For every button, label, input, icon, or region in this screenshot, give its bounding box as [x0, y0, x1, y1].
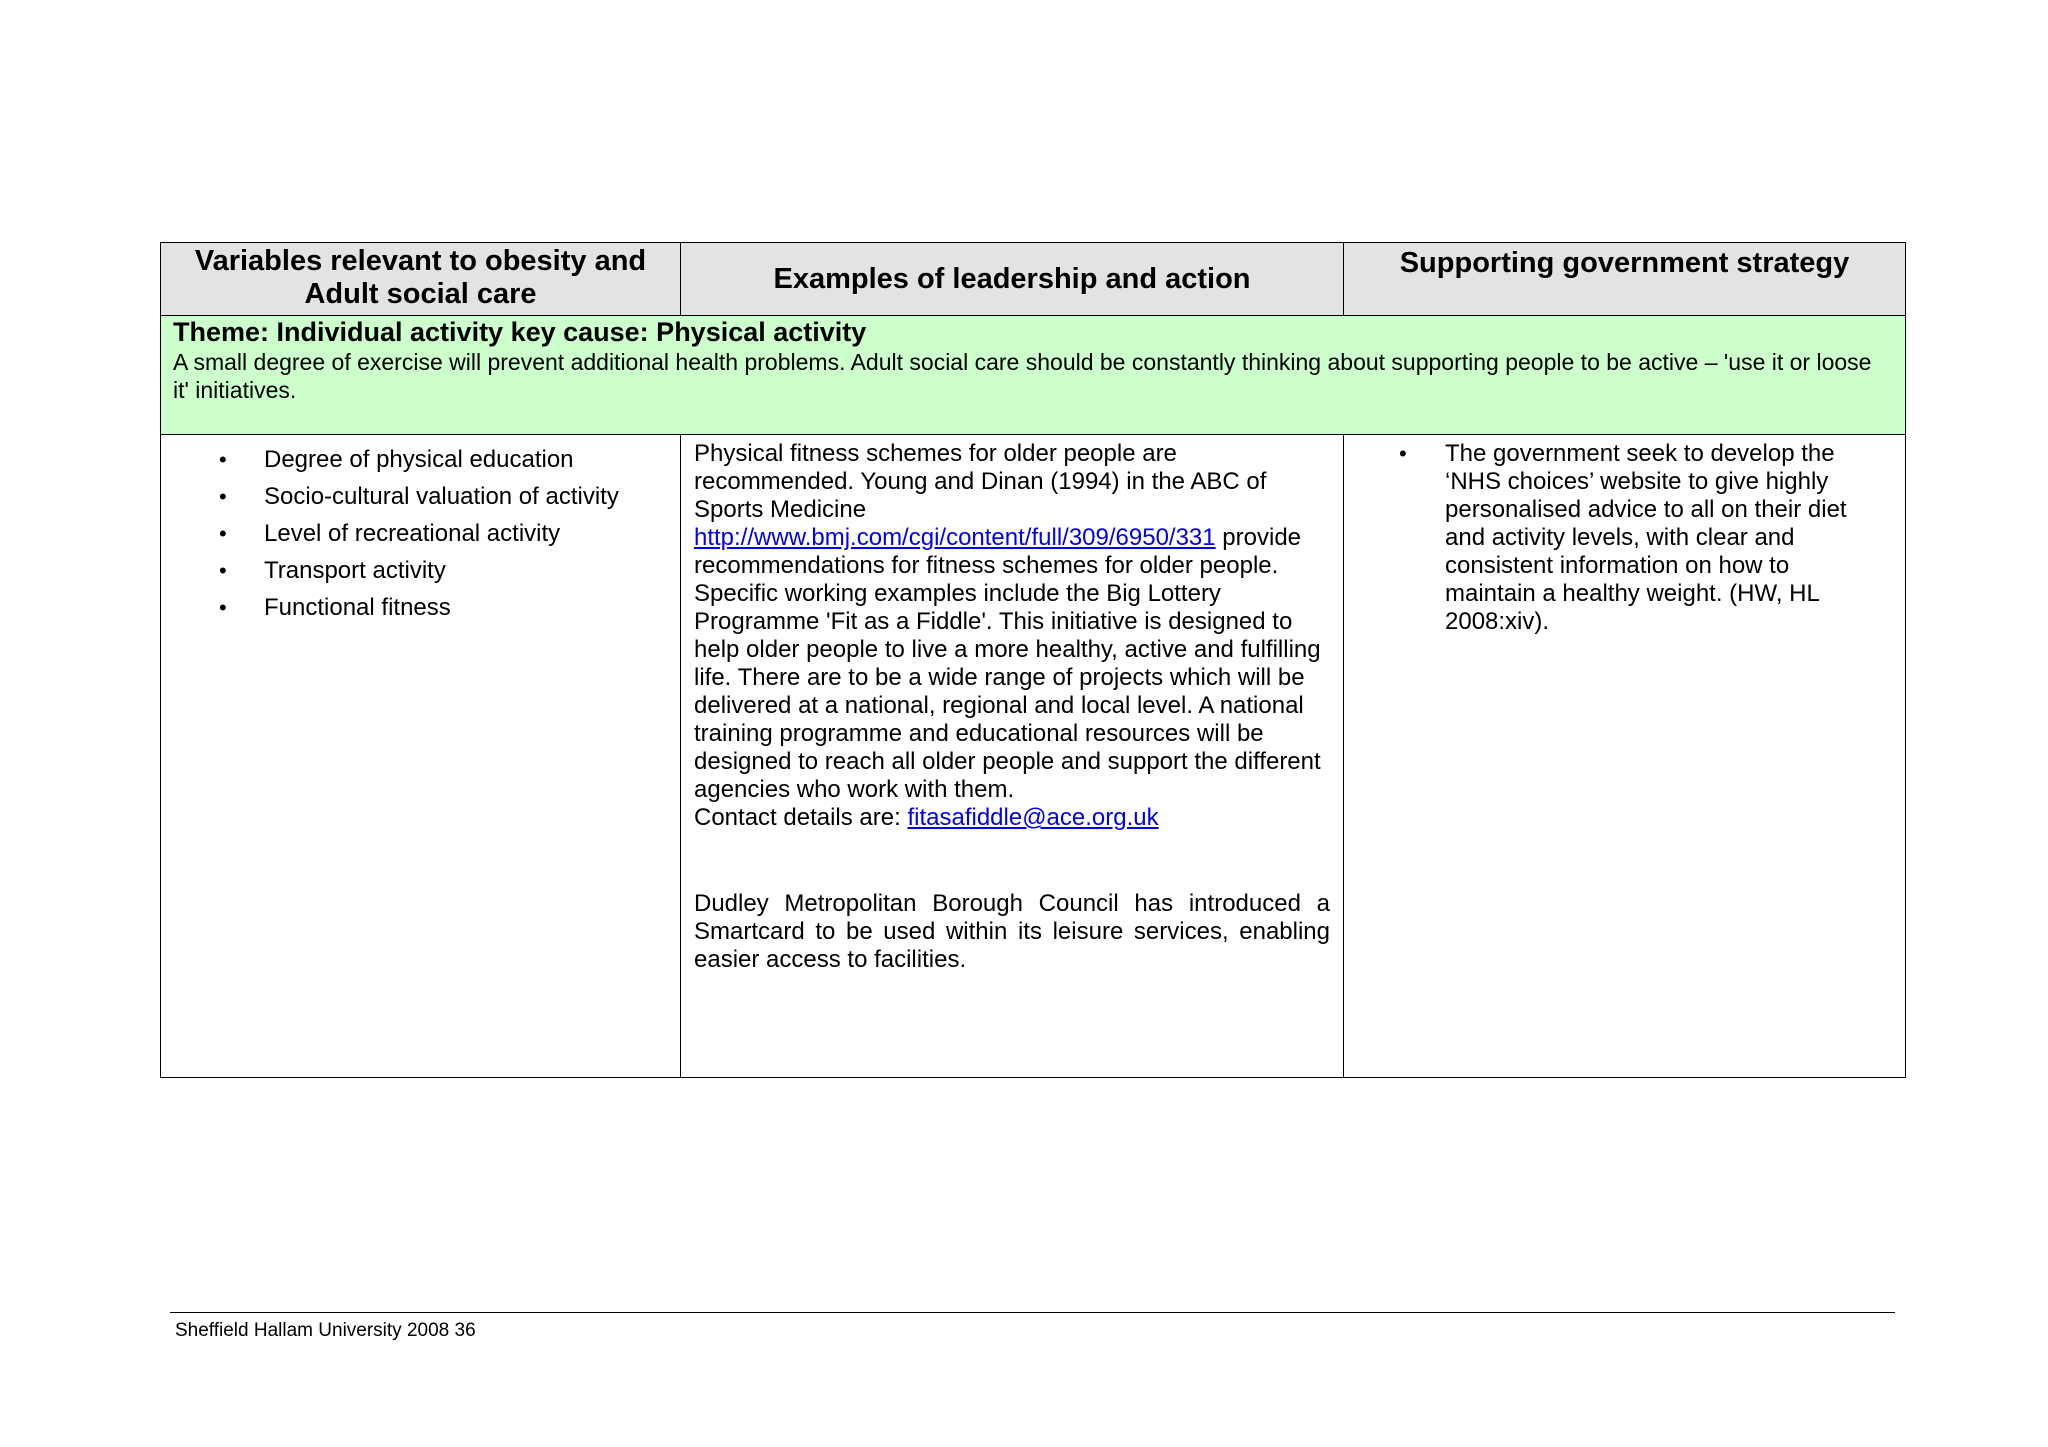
theme-row — [161, 316, 1906, 435]
bmj-link[interactable]: http://www.bmj.com/cgi/content/full/309/6950/331 — [694, 524, 1216, 551]
list-item — [1344, 440, 1905, 636]
variable-label: Functional fitness — [264, 594, 451, 621]
header-strategy: Supporting government strategy — [1344, 243, 1906, 316]
strategy-list — [1344, 435, 1905, 636]
theme-cell — [161, 316, 1906, 435]
list-item — [161, 515, 680, 552]
variable-label: Transport activity — [264, 557, 446, 584]
strategy-cell — [1344, 435, 1906, 1078]
bullet-icon: • — [219, 484, 227, 509]
variables-cell — [161, 435, 681, 1078]
list-item — [161, 589, 680, 626]
list-item — [161, 478, 680, 515]
bullet-icon: • — [219, 521, 227, 546]
contact-label: Contact details are: — [694, 804, 901, 831]
footer-divider — [170, 1312, 1895, 1313]
header-examples: Examples of leadership and action — [681, 243, 1344, 316]
header-variables: Variables relevant to obesity and Adult social care — [161, 243, 681, 316]
theme-description: A small degree of exercise will prevent additional health problems. Adult social care should be constantly thinking about supporting people to be active – 'use it or loose it' initiatives. — [173, 349, 1872, 403]
bullet-icon: • — [219, 558, 227, 583]
content-row — [161, 435, 1906, 1078]
bullet-icon: • — [219, 447, 227, 472]
examples-paragraph-dudley: Dudley Metropolitan Borough Council has introduced a Smartcard to be used within its leisure services, enabling easier access to facilities. — [694, 890, 1330, 973]
examples-paragraph-fitness — [694, 440, 1330, 832]
page-footer: Sheffield Hallam University 2008 36 — [175, 1320, 476, 1341]
list-item — [161, 552, 680, 589]
obesity-strategy-table — [160, 242, 1906, 1078]
variables-list — [161, 435, 680, 626]
contact-email-link[interactable]: fitasafiddle@ace.org.uk — [907, 804, 1159, 831]
strategy-text: The government seek to develop the ‘NHS choices’ website to give highly personalised advice to all on their diet and activity levels, with clear and consistent information on how to maintain a healthy weight. (HW, HL 2008:xiv). — [1445, 440, 1847, 635]
theme-title: Theme: Individual activity key cause: Physical activity — [173, 317, 867, 347]
variable-label: Socio-cultural valuation of activity — [264, 483, 619, 510]
bullet-icon: • — [1399, 441, 1407, 466]
examples-cell — [681, 435, 1344, 1078]
examples-body: provide recommendations for fitness schemes for older people. Specific working examples include the Big Lottery Programme 'Fit as a Fiddle'. This initiative is designed to help older people to live a more healthy, active and fulfilling life. There are to be a wide range of projects which will be delivered at a national, regional and local level. A national training programme and educational resources will be designed to reach all older people and support the different agencies who work with them. — [694, 524, 1321, 803]
examples-intro: Physical fitness schemes for older people are recommended. Young and Dinan (1994) in the ABC of Sports Medicine — [694, 440, 1267, 523]
variable-label: Level of recreational activity — [264, 520, 561, 547]
list-item — [161, 441, 680, 478]
variable-label: Degree of physical education — [264, 446, 574, 473]
bullet-icon: • — [219, 595, 227, 620]
table-header-row — [161, 243, 1906, 316]
